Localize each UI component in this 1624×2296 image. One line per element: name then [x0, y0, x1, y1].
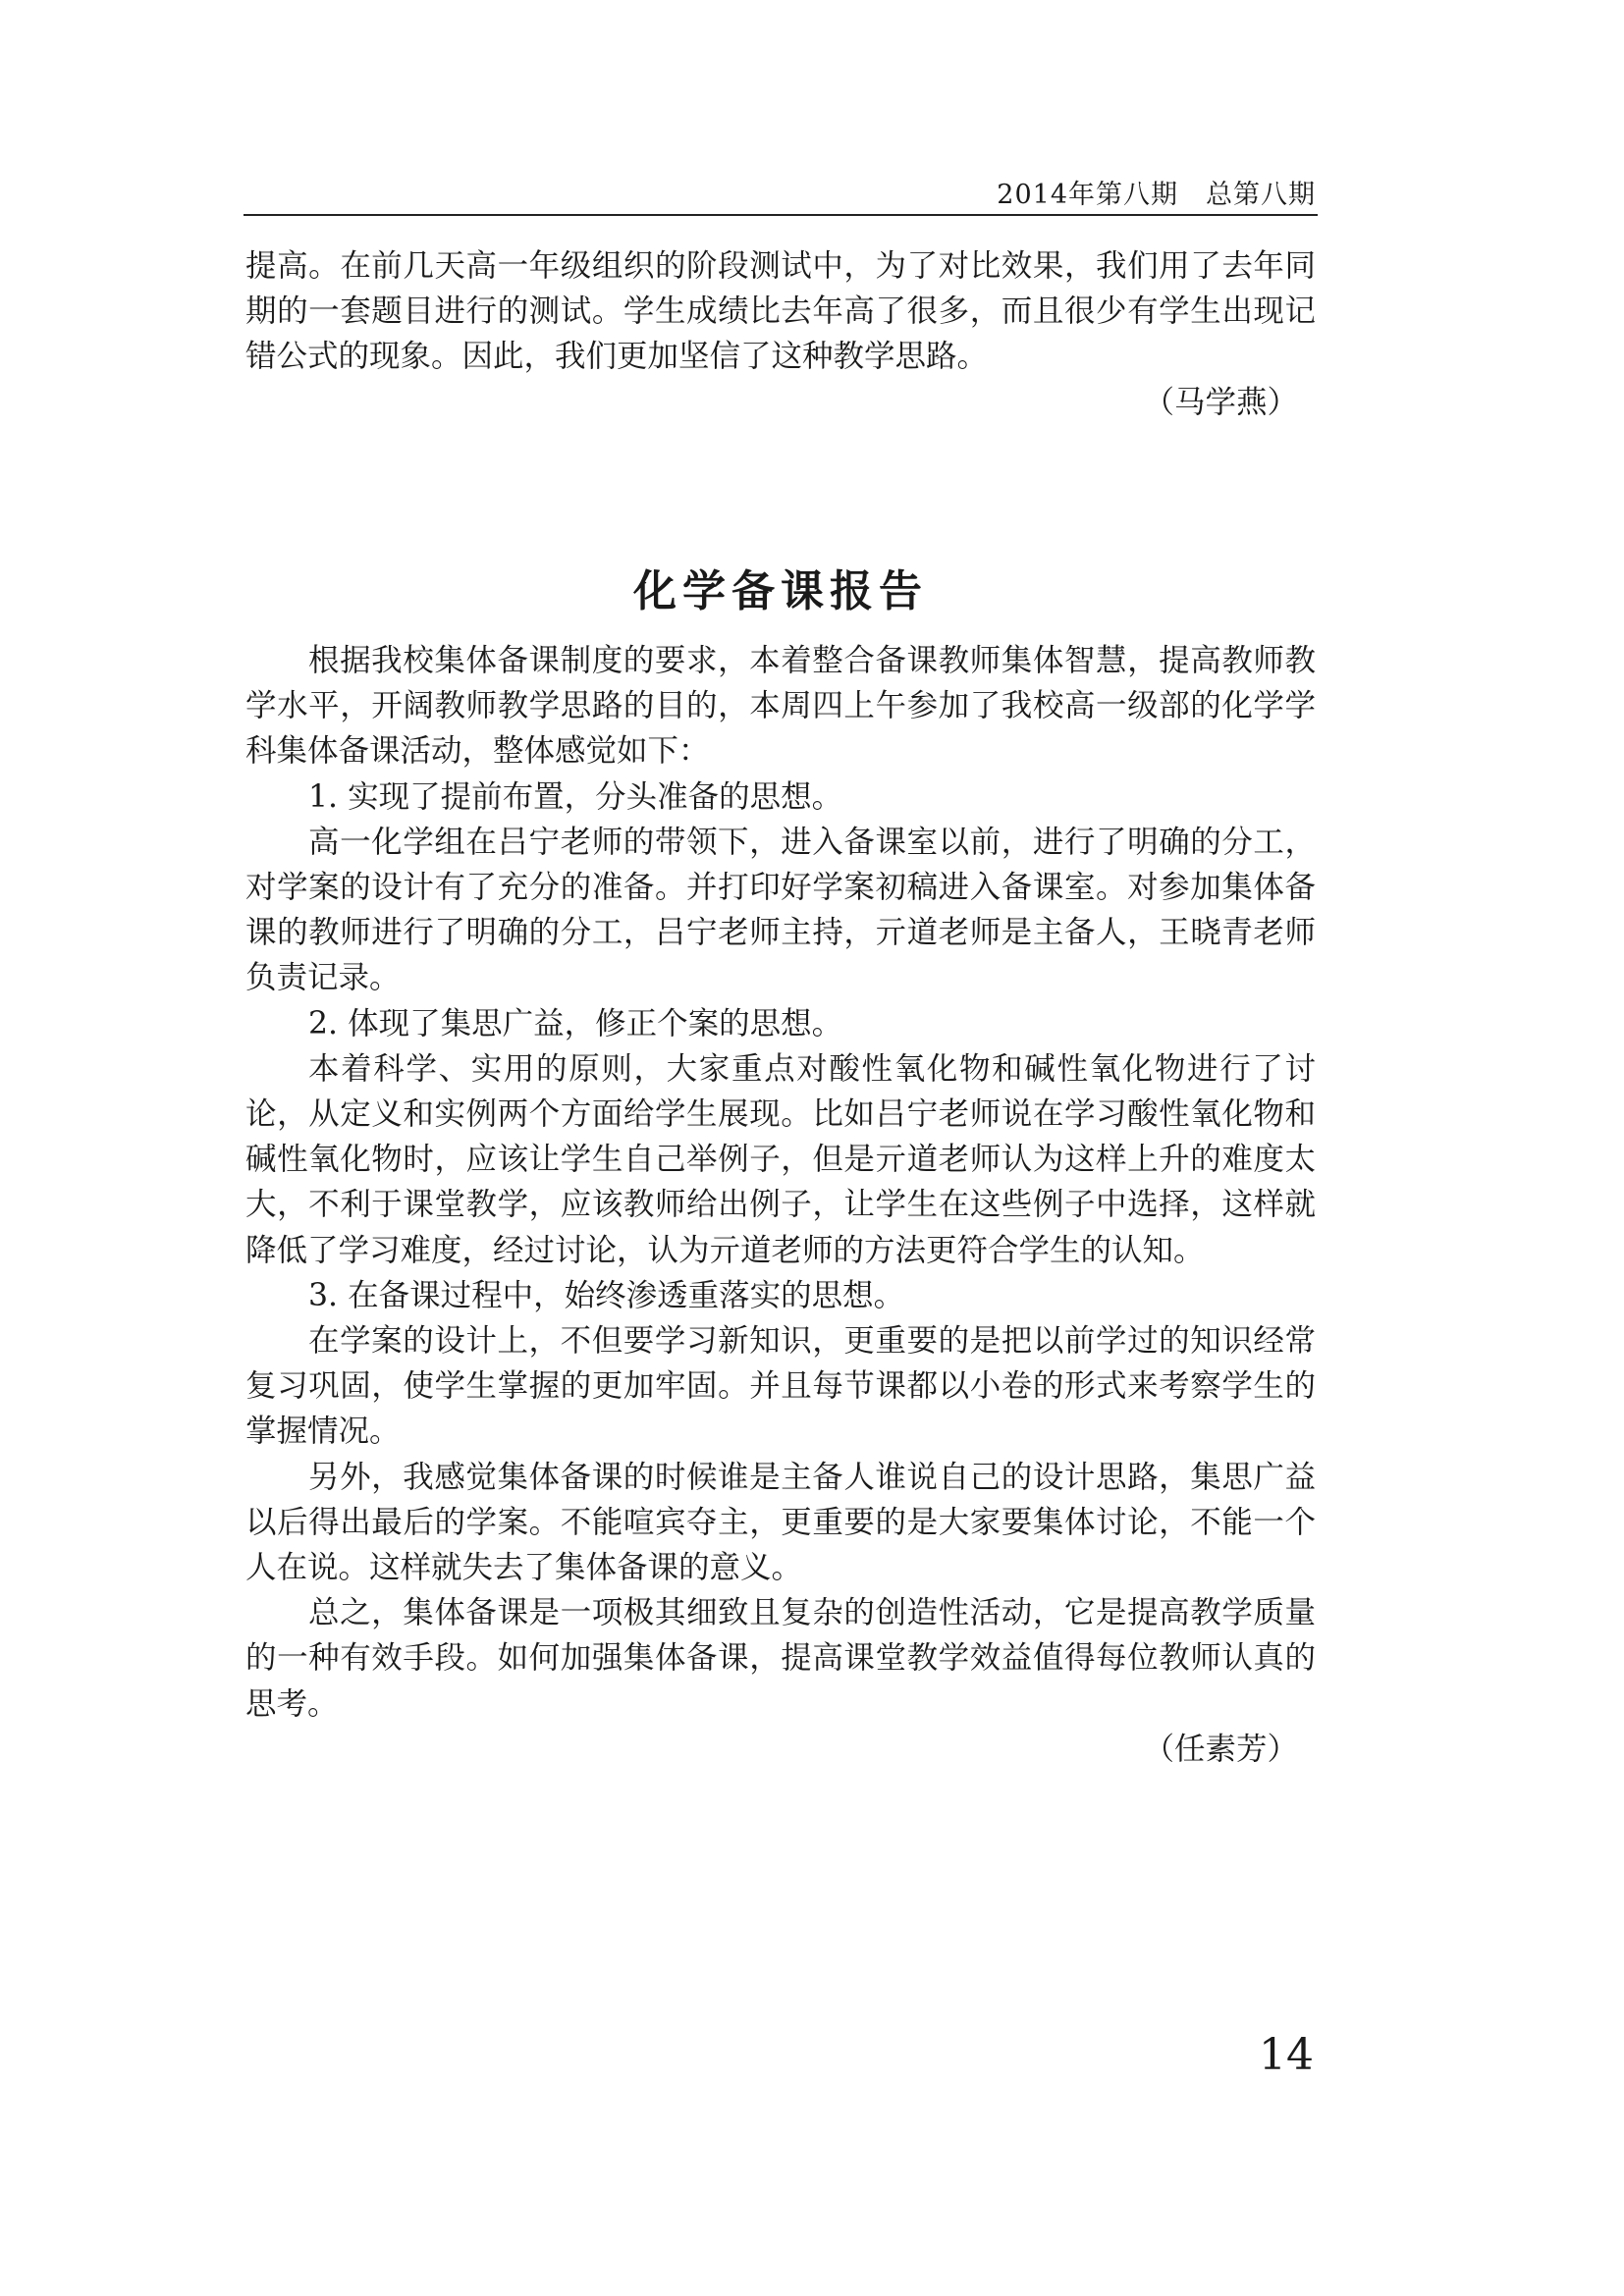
article-paragraph: 另外，我感觉集体备课的时候谁是主备人谁说自己的设计思路，集思广益以后得出最后的学案。不能喧宾夺主，更重要的是大家要集体讨论，不能一个人在说。这样就失去了集体备课的意义。 — [245, 1459, 1316, 1586]
article-title: 化学备课报告 — [633, 566, 928, 616]
page-number: 14 — [1259, 2030, 1314, 2080]
article-paragraph: 在学案的设计上，不但要学习新知识，更重要的是把以前学过的知识经常复习巩固，使学生掌握的更加牢固。并且每节课都以小卷的形式来考察学生的掌握情况。 — [245, 1323, 1316, 1450]
issue-label: 2014年第八期 总第八期 — [997, 180, 1316, 210]
article-body — [245, 638, 1316, 1772]
article-paragraph: 根据我校集体备课制度的要求，本着整合备课教师集体智慧，提高教师教学水平，开阔教师教学思路的目的，本周四上午参加了我校高一级部的化学学科集体备课活动，整体感觉如下： — [245, 643, 1316, 770]
previous-article-paragraph: 提高。在前几天高一年级组织的阶段测试中，为了对比效果，我们用了去年同期的一套题目进行的测试。学生成绩比去年高了很多，而且很少有学生出现记错公式的现象。因此，我们更加坚信了这种教学思路。 — [245, 248, 1316, 375]
article-point-heading: 3. 在备课过程中，始终渗透重落实的思想。 — [308, 1277, 905, 1313]
article-author: （任素芳） — [1143, 1731, 1298, 1767]
page-header — [244, 169, 1318, 216]
previous-article-author: （马学燕） — [1143, 384, 1298, 420]
previous-article-tail — [245, 243, 1316, 425]
article-point-heading: 2. 体现了集思广益，修正个案的思想。 — [308, 1005, 843, 1041]
article-point-heading: 1. 实现了提前布置，分头准备的思想。 — [308, 778, 843, 815]
article-paragraph: 总之，集体备课是一项极其细致且复杂的创造性活动，它是提高教学质量的一种有效手段。如何加强集体备课，提高课堂教学效益值得每位教师认真的思考。 — [245, 1595, 1316, 1722]
article-paragraph: 本着科学、实用的原则，大家重点对酸性氧化物和碱性氧化物进行了讨论，从定义和实例两个方面给学生展现。比如吕宁老师说在学习酸性氧化物和碱性氧化物时，应该让学生自己举例子，但是亓道老师认为这样上升的难度太大，不利于课堂教学，应该教师给出例子，让学生在这些例子中选择，这样就降低了学习难度，经过讨论，认为亓道老师的方法更符合学生的认知。 — [245, 1050, 1316, 1268]
article-paragraph: 高一化学组在吕宁老师的带领下，进入备课室以前，进行了明确的分工，对学案的设计有了充分的准备。并打印好学案初稿进入备课室。对参加集体备课的教师进行了明确的分工，吕宁老师主持，亓道老师是主备人，王晓青老师负责记录。 — [245, 824, 1316, 996]
